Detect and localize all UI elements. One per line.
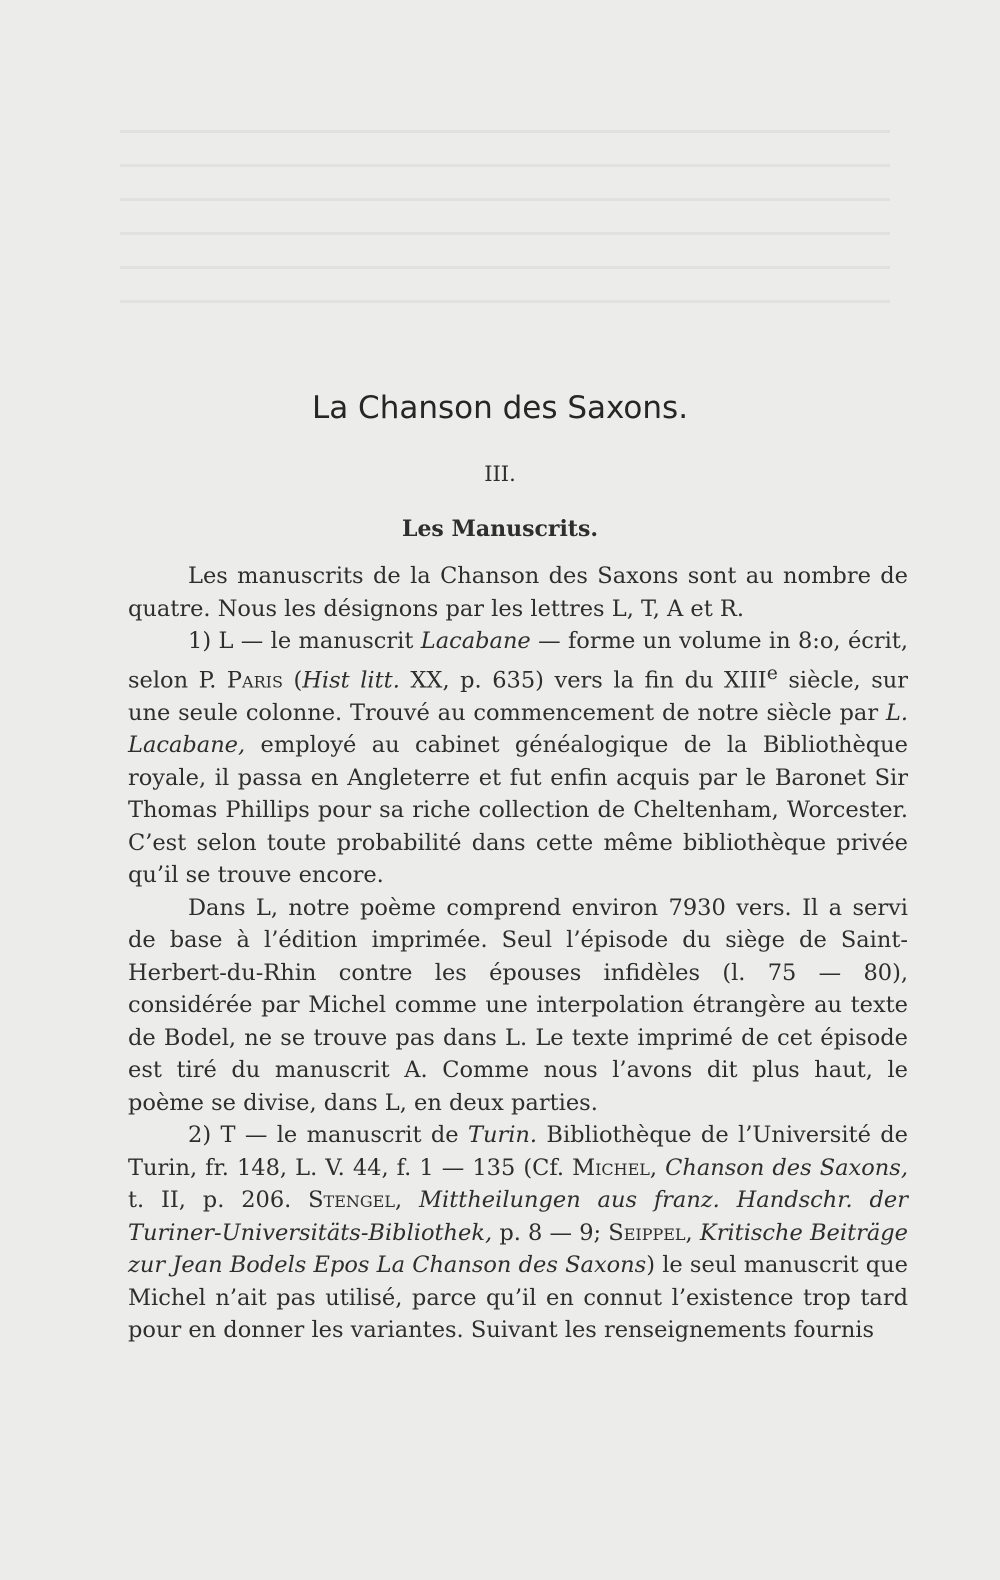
- text-run: 2) T — le manuscrit de: [188, 1122, 468, 1148]
- paragraph-manuscript-t: [128, 1119, 908, 1347]
- text-run: — forme un volume in 8:o, écrit, selon P.: [128, 628, 909, 693]
- show-through-text: [120, 130, 890, 310]
- text-run: employé au cabinet généalogique de la Bibliothèque royale, il passa en Angleterre et fut enfin acquis par le Baronet Sir Thomas Phillips pour sa riche collection de Cheltenham, Worcester. C’est selon toute probabilité dans cette même bibliothèque privée qu’il se trouve encore.: [128, 732, 908, 888]
- italic-run: Lacabane: [420, 628, 531, 654]
- italic-run: Turin.: [467, 1122, 538, 1148]
- text-run: ) le seul manuscrit que Michel n’ait pas utilisé, parce qu’il en connut l’existence trop tard pour en donner les variantes. Suivant les renseignements fournis: [128, 1252, 908, 1343]
- text-run: t. II, p. 206.: [128, 1187, 309, 1213]
- paragraph-manuscript-count: Les manuscrits de la Chanson des Saxons sont au nombre de quatre. Nous les désignons par les lettres L, T, A et R.: [128, 563, 908, 622]
- smallcaps-run: Seippel,: [608, 1219, 693, 1246]
- text-run: p. 8 — 9;: [492, 1219, 609, 1246]
- text-run: XX, p. 635) vers la fin du XIII: [399, 667, 767, 693]
- text-run: siècle, sur une seule colonne. Trouvé au commencement de notre siècle par: [128, 667, 908, 726]
- smallcaps-run: Stengel,: [308, 1187, 403, 1213]
- page-title: La Chanson des Saxons.: [311, 390, 689, 426]
- text-run: 1) L — le manuscrit: [188, 628, 421, 654]
- smallcaps-run: Michel,: [572, 1154, 658, 1181]
- text-run: [402, 1187, 419, 1213]
- italic-run: Mittheilungen aus franz. Handschr. der Turiner-Universitäts-Bibliothek,: [128, 1187, 908, 1246]
- section-title: Les Manuscrits.: [401, 516, 599, 542]
- text-run: Bibliothèque de l’Université de Turin, fr. 148, L. V. 44, f. 1 — 135 (Cf.: [128, 1122, 908, 1181]
- paragraph-manuscript-l-content: Dans L, notre poème comprend environ 7930 vers. Il a servi de base à l’édition imprimée. Seul l’épisode du siège de Saint-Herbert-du-Rhin contre les épouses infidèles (l. 75 — 80), considérée par Michel comme une interpolation étrangère au texte de Bodel, ne se trouve pas dans L. Le texte imprimé de cet épisode est tiré du manuscrit A. Comme nous l’avons dit plus haut, le poème se divise, dans L, en deux parties.: [128, 894, 908, 1116]
- text-run: (: [282, 667, 303, 693]
- text-run: [693, 1220, 700, 1246]
- superscript: e: [766, 662, 778, 684]
- section-number: III.: [484, 462, 516, 486]
- italic-run: Kritische Beiträge zur Jean Bodels Epos La Chanson des Saxons: [128, 1219, 908, 1278]
- italic-run: Hist litt.: [302, 667, 400, 693]
- paragraph-manuscript-l: [128, 625, 908, 892]
- italic-run: Chanson des Saxons,: [665, 1154, 908, 1181]
- body-text: [128, 560, 908, 1347]
- italic-run: L. Lacabane,: [128, 699, 908, 758]
- text-run: [657, 1155, 665, 1181]
- smallcaps-run: Paris: [226, 667, 283, 693]
